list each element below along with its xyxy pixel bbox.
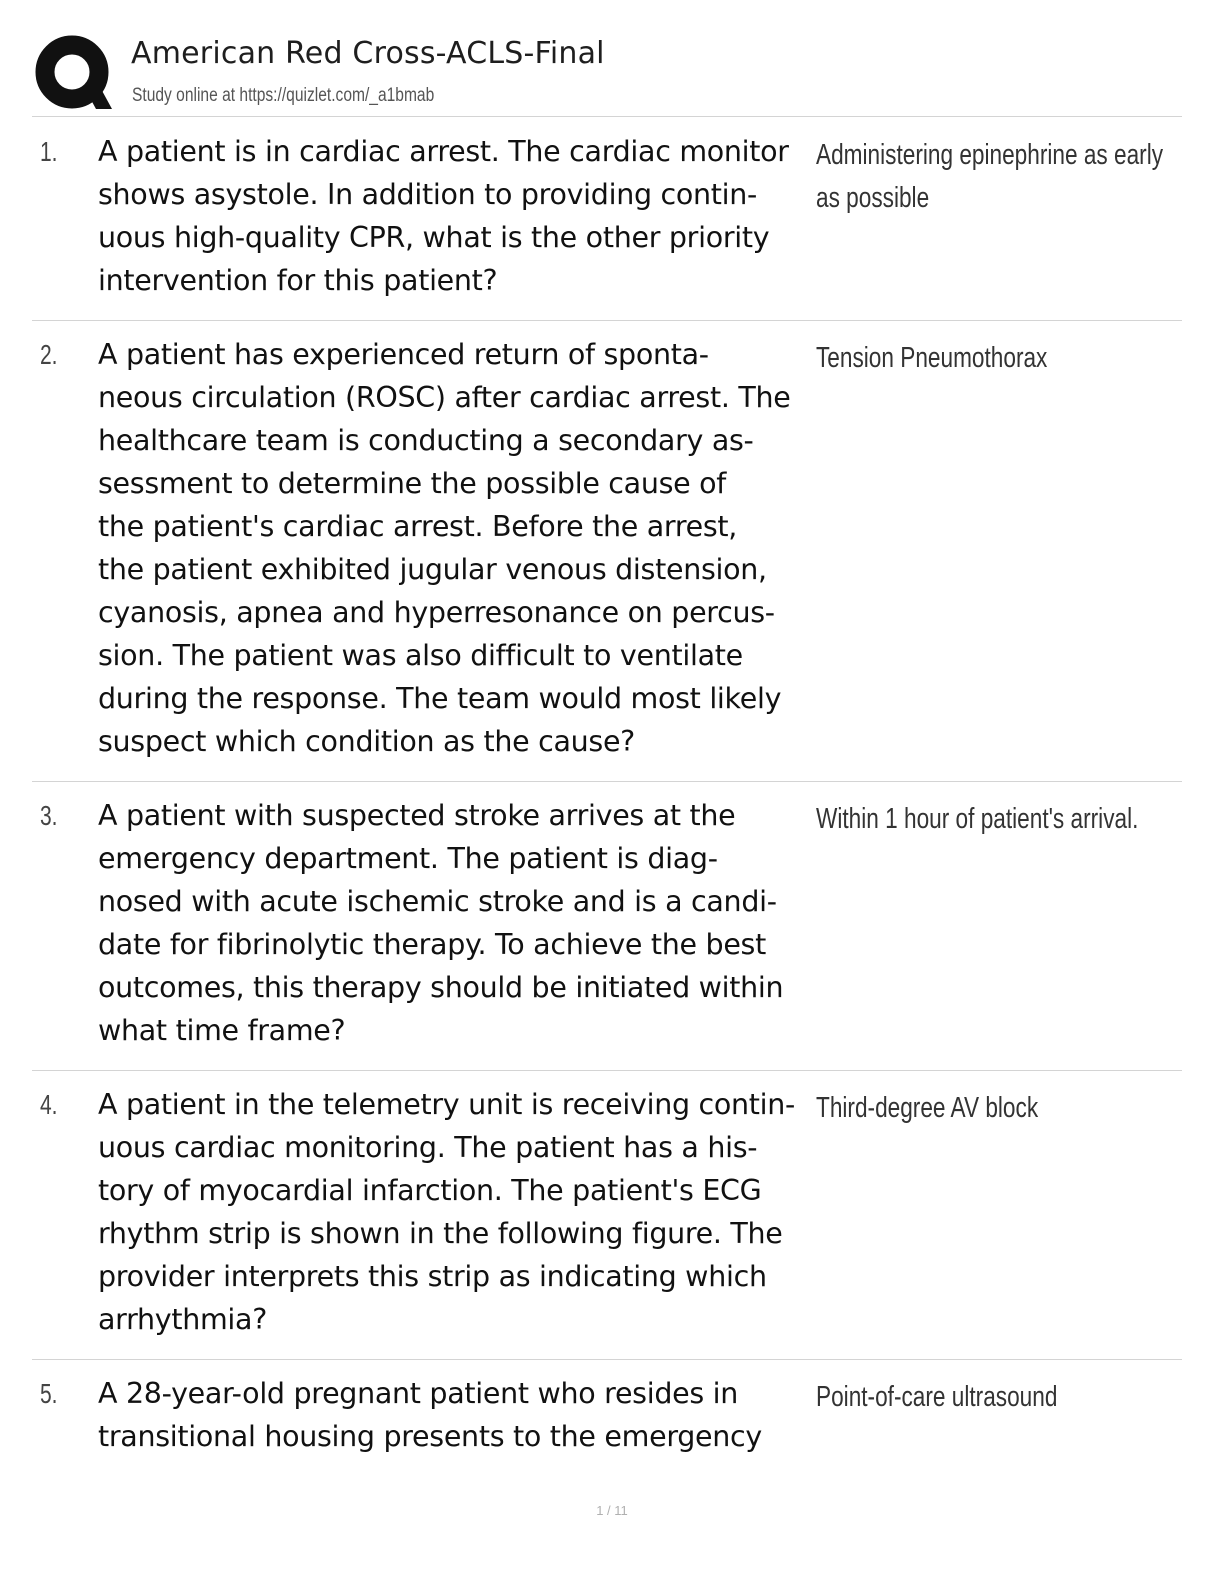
card-answer: Third-degree AV block [816,1092,1039,1124]
study-online-link[interactable]: Study online at https://quizlet.com/_a1bmab [132,85,435,106]
card-number: 4. [40,1089,58,1120]
flashcard-row [32,1071,1182,1360]
card-question: A 28-year-old pregnant patient who resides in transitional housing presents to the emergency [98,1377,762,1453]
document-title: American Red Cross-ACLS-Final [131,36,605,71]
card-number: 5. [40,1378,58,1409]
card-question: A patient in the telemetry unit is receiving contin- uous cardiac monitoring. The patient has a his- tory of myocardial infarction. The patient's ECG rhythm strip is shown in the following figure. The provider interprets this strip as indicating which arrhythmia? [98,1088,796,1336]
card-number: 1. [40,136,58,167]
header-divider [32,116,1182,117]
card-answer: Administering epinephrine as early as possible [816,139,1164,214]
flashcard-row [32,782,1182,1071]
flashcard-row [32,118,1182,321]
flashcard-row [32,1360,1182,1470]
document-header [32,30,1182,116]
card-answer: Point-of-care ultrasound [816,1381,1058,1413]
page-number: 1 / 11 [596,1503,628,1518]
card-question: A patient with suspected stroke arrives at the emergency department. The patient is diag- nosed with acute ischemic stroke and is a candi- date for fibrinolytic therapy. To achieve the best outcomes, this therapy should be initiated within what time frame? [98,799,784,1047]
card-answer: Tension Pneumothorax [816,342,1048,374]
card-answer: Within 1 hour of patient's arrival. [816,803,1139,835]
flashcard-row [32,321,1182,782]
quizlet-logo-icon [34,35,114,115]
card-number: 2. [40,339,58,370]
card-number: 3. [40,800,58,831]
card-question: A patient is in cardiac arrest. The cardiac monitor shows asystole. In addition to providing contin- uous high-quality CPR, what is the other priority intervention for this patient? [98,135,789,297]
card-question: A patient has experienced return of sponta- neous circulation (ROSC) after cardiac arrest. The healthcare team is conducting a secondary as- sessment to determine the possible cause of the patient's cardiac arrest. Before the arrest, the patient exhibited jugular venous distension, cyanosis, apnea and hyperresonance on percus- sion. The patient was also difficult to ventilate during the response. The team would most likely suspect which condition as the cause? [98,338,791,758]
